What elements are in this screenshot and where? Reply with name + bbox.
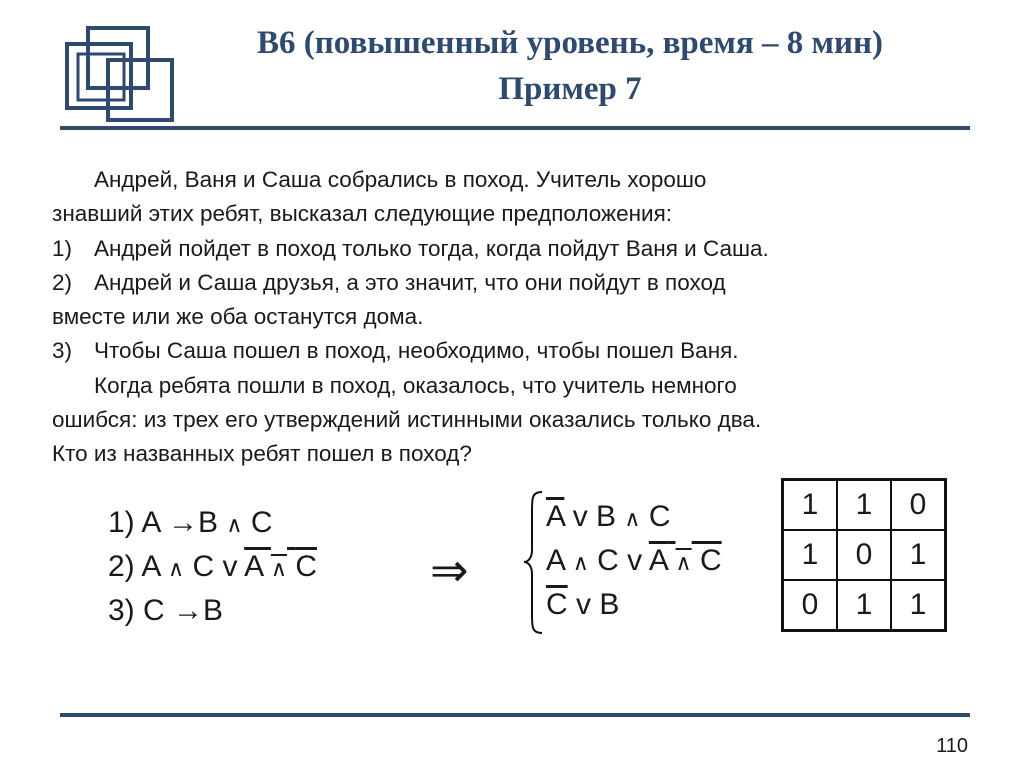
implication-symbol: → [168, 506, 199, 539]
implication-symbol: → [173, 594, 204, 627]
question-line: Кто из названных ребят пошел в поход? [52, 441, 472, 467]
table-row [783, 530, 946, 580]
statement-number: 3) [52, 338, 73, 364]
formula-text: C v [184, 550, 245, 583]
negated-space [667, 544, 675, 577]
curly-brace-icon [522, 490, 544, 635]
statement-text: Чтобы Саша пошел в поход, необходимо, чтобы пошел Ваня. [94, 338, 739, 364]
conjunction-symbol: ∧ [168, 556, 185, 581]
statement-text: Андрей и Саша друзья, а это значит, что они пойдут в поход [94, 269, 726, 295]
formula-text: C [242, 506, 273, 539]
overlapping-squares-logo-icon [64, 24, 176, 124]
top-divider [60, 126, 970, 130]
statement-number: 2) [52, 269, 73, 295]
formula-2 [108, 548, 317, 588]
system-line-1 [546, 498, 670, 538]
table-row [783, 480, 946, 531]
intro-line: Андрей, Ваня и Саша собрались в поход. Учитель хорошо [94, 167, 707, 192]
negated-c: $\overline{C}$ [295, 550, 317, 583]
page-title [180, 20, 960, 112]
formula-text: v B [567, 588, 620, 621]
conjunction-symbol: ∧ [675, 550, 692, 575]
system-line-3 [546, 586, 619, 624]
conjunction-symbol: ∧ [572, 550, 589, 575]
title-line-1: В6 (повышенный уровень, время – 8 мин) [257, 25, 883, 61]
negated-space [263, 550, 271, 583]
table-cell: 1 [891, 530, 946, 580]
formula-text: v B [564, 500, 625, 533]
table-cell: 0 [783, 580, 838, 631]
table-cell: 0 [837, 530, 891, 580]
table-cell: 1 [891, 580, 946, 631]
system-line-2 [546, 542, 722, 582]
negated-space [692, 544, 700, 577]
outro-line: Когда ребята пошли в поход, оказалось, что учитель немного [94, 372, 737, 398]
table-row [783, 580, 946, 631]
negated-a: $\overline{A}$ [546, 500, 565, 533]
formula-3 [108, 592, 223, 630]
negated-a: $\overline{A}$ [244, 550, 263, 583]
formula-text: B [203, 594, 224, 627]
formula-text: B [198, 506, 227, 539]
formula-text: A [546, 544, 573, 577]
statement-2-continued: вместе или же оба останутся дома. [52, 304, 424, 330]
statement-1 [52, 232, 982, 266]
table-cell: 1 [783, 480, 838, 531]
formula-text: 1) A [108, 506, 169, 539]
formula-text: C v [588, 544, 649, 577]
statement-3 [52, 334, 982, 368]
double-arrow-icon: ⇒ [430, 544, 469, 596]
statement-text: Андрей пойдет в поход только тогда, когда пойдут Ваня и Саша. [94, 235, 769, 261]
statement-2 [52, 266, 982, 300]
table-cell: 0 [891, 480, 946, 531]
formula-text: 3) C [108, 594, 174, 627]
table-cell: 1 [837, 580, 891, 631]
formula-text: 2) A [108, 550, 169, 583]
negated-c: $\overline{C}$ [699, 544, 722, 577]
negated-a: $\overline{A}$ [648, 544, 668, 577]
table-cell: 1 [783, 530, 838, 580]
conjunction-symbol: ∧ [270, 556, 287, 581]
conjunction-symbol: ∧ [624, 506, 641, 531]
table-cell: 1 [837, 480, 891, 531]
title-line-2: Пример 7 [498, 71, 642, 107]
formula-text: C [640, 500, 671, 533]
statement-number: 1) [52, 235, 73, 261]
negated-c: $\overline{C}$ [546, 588, 568, 621]
intro-line: знавший этих ребят, высказал следующие предположения: [52, 201, 673, 227]
formula-1 [108, 504, 273, 544]
outro-line: ошибся: из трех его утверждений истинными оказались только два. [52, 407, 762, 433]
truth-table [781, 478, 947, 632]
page-number: 110 [936, 735, 968, 757]
problem-text [52, 163, 982, 472]
bottom-divider [60, 713, 970, 717]
conjunction-symbol: ∧ [226, 512, 243, 537]
